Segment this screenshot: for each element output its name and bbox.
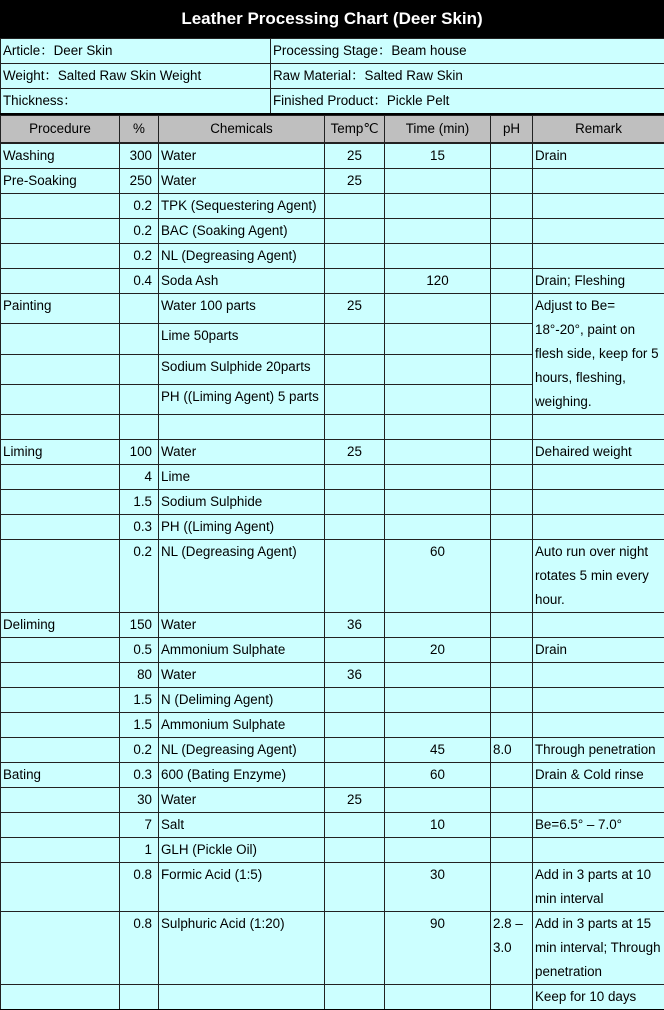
cell-chemical	[158, 414, 324, 439]
cell-ph	[490, 414, 532, 439]
cell-procedure	[0, 323, 119, 353]
cell-percent	[119, 354, 158, 384]
cell-temp	[324, 687, 384, 712]
cell-remark	[532, 414, 664, 439]
cell-chemical: BAC (Soaking Agent)	[158, 218, 324, 243]
header-ph: pH	[490, 115, 532, 143]
cell-percent: 0.2	[119, 737, 158, 762]
cell-remark	[532, 514, 664, 539]
cell-procedure	[0, 637, 119, 662]
cell-chemical: Lime 50parts	[158, 323, 324, 353]
cell-percent: 250	[119, 168, 158, 193]
cell-remark: Keep for 10 days	[532, 984, 664, 1009]
cell-ph	[490, 837, 532, 862]
cell-procedure	[0, 662, 119, 687]
table-row	[0, 514, 664, 539]
cell-ph	[490, 464, 532, 489]
cell-remark	[532, 243, 664, 268]
cell-chemical: Water	[158, 439, 324, 464]
cell-remark: Drain; Fleshing	[532, 268, 664, 293]
weight-cell: Weight：Salted Raw Skin Weight	[0, 63, 270, 88]
cell-remark: Dehaired weight	[532, 439, 664, 464]
header-time: Time (min)	[384, 115, 490, 143]
cell-chemical: Formic Acid (1:5)	[158, 862, 324, 911]
cell-temp: 25	[324, 168, 384, 193]
cell-ph	[490, 687, 532, 712]
cell-chemical: N (Deliming Agent)	[158, 687, 324, 712]
header-row	[0, 115, 664, 143]
table-row	[0, 812, 664, 837]
cell-time	[384, 168, 490, 193]
cell-percent: 80	[119, 662, 158, 687]
cell-percent: 1.5	[119, 712, 158, 737]
table-row	[0, 268, 664, 293]
cell-time	[384, 612, 490, 637]
cell-temp	[324, 737, 384, 762]
cell-ph	[490, 193, 532, 218]
cell-time: 90	[384, 911, 490, 984]
header-chemicals: Chemicals	[158, 115, 324, 143]
cell-chemical: TPK (Sequestering Agent)	[158, 193, 324, 218]
table-row	[0, 712, 664, 737]
cell-percent	[119, 984, 158, 1009]
cell-time	[384, 218, 490, 243]
cell-ph	[490, 439, 532, 464]
cell-temp	[324, 464, 384, 489]
cell-ph	[490, 323, 532, 353]
cell-chemical: Water	[158, 787, 324, 812]
cell-ph	[490, 712, 532, 737]
cell-remark	[532, 837, 664, 862]
cell-percent	[119, 293, 158, 323]
cell-percent: 1.5	[119, 687, 158, 712]
cell-time	[384, 384, 490, 414]
cell-ph	[490, 243, 532, 268]
table-body	[0, 143, 664, 1009]
cell-time	[384, 414, 490, 439]
cell-procedure	[0, 539, 119, 612]
cell-chemical: Sodium Sulphide 20parts	[158, 354, 324, 384]
cell-temp	[324, 243, 384, 268]
cell-remark	[532, 193, 664, 218]
cell-procedure	[0, 911, 119, 984]
article-cell: Article：Deer Skin	[0, 38, 270, 63]
cell-ph	[490, 218, 532, 243]
cell-temp	[324, 268, 384, 293]
cell-chemical: PH ((Liming Agent)	[158, 514, 324, 539]
stage-cell: Processing Stage：Beam house	[270, 38, 664, 63]
cell-remark	[532, 464, 664, 489]
cell-time	[384, 243, 490, 268]
table-row	[0, 168, 664, 193]
cell-remark: Drain & Cold rinse	[532, 762, 664, 787]
cell-procedure	[0, 489, 119, 514]
cell-percent: 0.8	[119, 862, 158, 911]
cell-procedure: Bating	[0, 762, 119, 787]
table-row	[0, 539, 664, 612]
cell-percent: 0.2	[119, 539, 158, 612]
cell-time	[384, 687, 490, 712]
cell-procedure: Deliming	[0, 612, 119, 637]
cell-ph	[490, 862, 532, 911]
cell-remark: Drain	[532, 637, 664, 662]
cell-chemical: Sodium Sulphide	[158, 489, 324, 514]
cell-ph	[490, 268, 532, 293]
finished-product-cell: Finished Product：Pickle Pelt	[270, 88, 664, 113]
cell-chemical: NL (Degreasing Agent)	[158, 243, 324, 268]
cell-percent: 0.5	[119, 637, 158, 662]
cell-procedure: Washing	[0, 143, 119, 168]
cell-ph	[490, 762, 532, 787]
cell-ph	[490, 514, 532, 539]
cell-ph	[490, 143, 532, 168]
cell-ph	[490, 787, 532, 812]
cell-time	[384, 787, 490, 812]
cell-chemical: Water	[158, 143, 324, 168]
cell-remark	[532, 489, 664, 514]
page-title: Leather Processing Chart (Deer Skin)	[2, 2, 662, 36]
cell-remark: Auto run over night rotates 5 min every hour.	[532, 539, 664, 612]
cell-procedure	[0, 514, 119, 539]
table-row	[0, 837, 664, 862]
cell-temp	[324, 384, 384, 414]
cell-temp	[324, 514, 384, 539]
cell-chemical: Soda Ash	[158, 268, 324, 293]
cell-procedure	[0, 737, 119, 762]
cell-temp: 36	[324, 662, 384, 687]
cell-temp	[324, 984, 384, 1009]
cell-ph	[490, 612, 532, 637]
cell-procedure	[0, 414, 119, 439]
cell-procedure	[0, 812, 119, 837]
cell-ph	[490, 637, 532, 662]
cell-procedure	[0, 243, 119, 268]
table-row	[0, 193, 664, 218]
cell-ph: 2.8 – 3.0	[490, 911, 532, 984]
cell-ph	[490, 984, 532, 1009]
cell-procedure	[0, 787, 119, 812]
cell-procedure	[0, 862, 119, 911]
cell-ph	[490, 384, 532, 414]
cell-procedure	[0, 268, 119, 293]
cell-time	[384, 712, 490, 737]
cell-percent: 0.2	[119, 193, 158, 218]
cell-chemical: Ammonium Sulphate	[158, 712, 324, 737]
cell-temp	[324, 218, 384, 243]
table-row	[0, 143, 664, 168]
cell-time	[384, 489, 490, 514]
cell-temp	[324, 712, 384, 737]
cell-remark	[532, 168, 664, 193]
cell-percent: 1	[119, 837, 158, 862]
cell-remark	[532, 662, 664, 687]
header-percent: %	[119, 115, 158, 143]
cell-ph	[490, 354, 532, 384]
cell-temp	[324, 762, 384, 787]
cell-procedure	[0, 354, 119, 384]
cell-time	[384, 514, 490, 539]
table-row	[0, 984, 664, 1009]
cell-percent: 300	[119, 143, 158, 168]
cell-procedure: Liming	[0, 439, 119, 464]
table-row	[0, 787, 664, 812]
thickness-cell: Thickness：	[0, 88, 270, 113]
cell-time: 45	[384, 737, 490, 762]
table-row	[0, 489, 664, 514]
cell-percent: 1.5	[119, 489, 158, 514]
table-row	[0, 414, 664, 439]
cell-chemical	[158, 984, 324, 1009]
cell-ph	[490, 293, 532, 323]
table-row	[0, 612, 664, 637]
cell-ph	[490, 489, 532, 514]
cell-time	[384, 662, 490, 687]
cell-time	[384, 439, 490, 464]
cell-remark: Drain	[532, 143, 664, 168]
procedure-table	[0, 115, 664, 1009]
cell-time: 60	[384, 539, 490, 612]
header-temp: Temp℃	[324, 115, 384, 143]
cell-chemical: Water	[158, 612, 324, 637]
cell-ph: 8.0	[490, 737, 532, 762]
cell-time	[384, 293, 490, 323]
cell-percent: 0.3	[119, 514, 158, 539]
cell-chemical: Sulphuric Acid (1:20)	[158, 911, 324, 984]
cell-temp	[324, 193, 384, 218]
table-row	[0, 293, 664, 323]
table-row	[0, 439, 664, 464]
cell-percent	[119, 384, 158, 414]
raw-material-cell: Raw Material：Salted Raw Skin	[270, 63, 664, 88]
cell-temp	[324, 489, 384, 514]
cell-remark: Be=6.5° – 7.0°	[532, 812, 664, 837]
cell-chemical: Salt	[158, 812, 324, 837]
table-row	[0, 911, 664, 984]
cell-time	[384, 323, 490, 353]
cell-percent: 7	[119, 812, 158, 837]
cell-temp	[324, 637, 384, 662]
cell-procedure	[0, 712, 119, 737]
cell-chemical: 600 (Bating Enzyme)	[158, 762, 324, 787]
table-row	[0, 737, 664, 762]
cell-chemical: Lime	[158, 464, 324, 489]
cell-percent: 0.8	[119, 911, 158, 984]
cell-percent	[119, 414, 158, 439]
cell-procedure	[0, 464, 119, 489]
table-row	[0, 464, 664, 489]
table-row	[0, 637, 664, 662]
cell-percent: 150	[119, 612, 158, 637]
cell-chemical: Ammonium Sulphate	[158, 637, 324, 662]
cell-temp	[324, 911, 384, 984]
cell-time	[384, 193, 490, 218]
cell-ph	[490, 812, 532, 837]
cell-procedure	[0, 218, 119, 243]
table-row	[0, 687, 664, 712]
cell-percent: 0.4	[119, 268, 158, 293]
cell-time: 10	[384, 812, 490, 837]
cell-percent	[119, 323, 158, 353]
cell-procedure: Pre-Soaking	[0, 168, 119, 193]
cell-remark	[532, 712, 664, 737]
cell-chemical: Water	[158, 168, 324, 193]
cell-temp: 36	[324, 612, 384, 637]
cell-remark	[532, 612, 664, 637]
cell-percent: 4	[119, 464, 158, 489]
cell-time	[384, 837, 490, 862]
cell-procedure	[0, 687, 119, 712]
cell-ph	[490, 539, 532, 612]
cell-chemical: Water	[158, 662, 324, 687]
cell-time	[384, 464, 490, 489]
cell-procedure: Painting	[0, 293, 119, 323]
cell-chemical: NL (Degreasing Agent)	[158, 539, 324, 612]
table-row	[0, 762, 664, 787]
cell-remark: Adjust to Be= 18°-20°, paint on flesh side, keep for 5 hours, fleshing, weighing.	[532, 293, 664, 414]
cell-chemical: PH ((Liming Agent) 5 parts	[158, 384, 324, 414]
cell-time: 15	[384, 143, 490, 168]
cell-remark: Add in 3 parts at 15 min interval; Through penetration	[532, 911, 664, 984]
info-table	[0, 38, 664, 113]
cell-temp	[324, 812, 384, 837]
cell-ph	[490, 168, 532, 193]
cell-time	[384, 984, 490, 1009]
cell-time: 30	[384, 862, 490, 911]
header-remark: Remark	[532, 115, 664, 143]
cell-remark: Through penetration	[532, 737, 664, 762]
cell-temp	[324, 354, 384, 384]
cell-percent: 0.2	[119, 243, 158, 268]
cell-chemical: Water 100 parts	[158, 293, 324, 323]
cell-ph	[490, 662, 532, 687]
cell-percent: 100	[119, 439, 158, 464]
table-row	[0, 243, 664, 268]
cell-remark	[532, 687, 664, 712]
cell-time: 60	[384, 762, 490, 787]
header-procedure: Procedure	[0, 115, 119, 143]
cell-temp	[324, 862, 384, 911]
cell-percent: 30	[119, 787, 158, 812]
cell-remark	[532, 218, 664, 243]
cell-procedure	[0, 984, 119, 1009]
cell-remark	[532, 787, 664, 812]
cell-procedure	[0, 384, 119, 414]
cell-time	[384, 354, 490, 384]
cell-temp	[324, 414, 384, 439]
cell-chemical: NL (Degreasing Agent)	[158, 737, 324, 762]
cell-procedure	[0, 193, 119, 218]
table-row	[0, 218, 664, 243]
cell-percent: 0.3	[119, 762, 158, 787]
cell-temp	[324, 323, 384, 353]
cell-time: 120	[384, 268, 490, 293]
cell-temp	[324, 837, 384, 862]
cell-chemical: GLH (Pickle Oil)	[158, 837, 324, 862]
cell-time: 20	[384, 637, 490, 662]
table-row	[0, 662, 664, 687]
cell-percent: 0.2	[119, 218, 158, 243]
cell-temp: 25	[324, 293, 384, 323]
cell-procedure	[0, 837, 119, 862]
cell-temp	[324, 539, 384, 612]
cell-temp: 25	[324, 143, 384, 168]
table-row	[0, 862, 664, 911]
cell-temp: 25	[324, 787, 384, 812]
cell-temp: 25	[324, 439, 384, 464]
cell-remark: Add in 3 parts at 10 min interval	[532, 862, 664, 911]
